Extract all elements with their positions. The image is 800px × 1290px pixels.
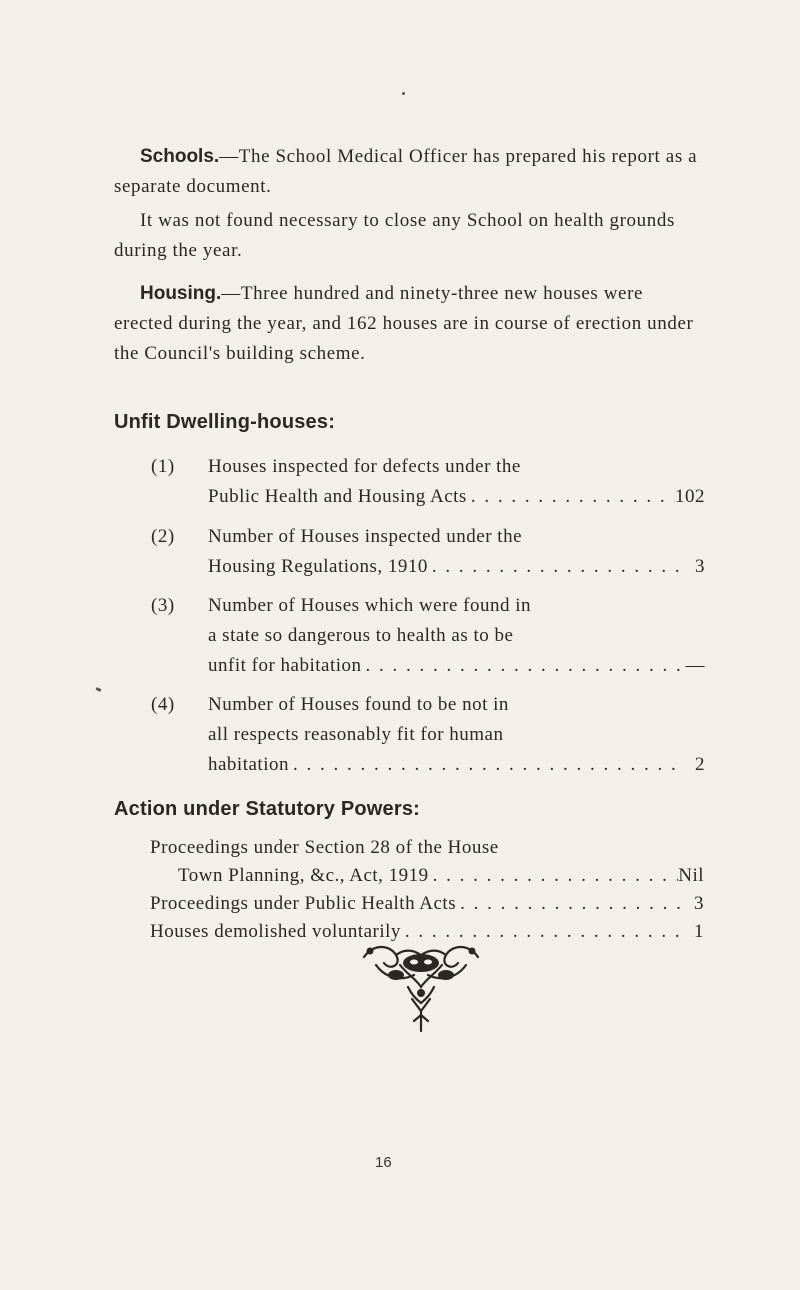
schools-text: —The School Medical Officer has prepared his report as a separate document. (114, 146, 698, 197)
item-text-line: Number of Houses found to be not in (208, 694, 509, 715)
item-text-line: Number of Houses which were found in (208, 595, 531, 616)
page-number: 16 (375, 1154, 392, 1171)
statutory-powers-heading: Action under Statutory Powers: (114, 798, 421, 820)
action-item-2 (150, 890, 704, 918)
housing-text: —Three hundred and ninety-three new houses were erected during the year, and 162 houses are in course of erection under the Council's building scheme. (114, 283, 694, 364)
item-text-line: unfit for habitation (208, 655, 362, 676)
unfit-item-2 (151, 522, 705, 582)
schools-closure-paragraph (114, 206, 700, 266)
item-value: 3 (695, 556, 705, 577)
item-number: (3) (151, 595, 175, 616)
item-value: 1 (694, 921, 704, 942)
item-value: 3 (694, 893, 704, 914)
item-value: Nil (678, 865, 704, 886)
print-speck (402, 92, 405, 95)
item-text-line: Town Planning, &c., Act, 1919 (178, 865, 429, 886)
item-text-line: Houses inspected for defects under the (208, 456, 521, 477)
schools-heading: Schools. (140, 146, 220, 167)
floral-tailpiece-ornament-icon (356, 935, 486, 1035)
item-value: 102 (675, 486, 705, 507)
schools-paragraph (114, 142, 700, 202)
item-text-line: Proceedings under Public Health Acts (150, 893, 457, 914)
statutory-powers-list (150, 834, 704, 946)
item-text-line: all respects reasonably fit for human (208, 724, 504, 745)
item-text-line: habitation (208, 754, 289, 775)
item-value: 2 (695, 754, 705, 775)
item-number: (2) (151, 526, 175, 547)
dot-leader (428, 552, 683, 582)
schools-closure-text: It was not found necessary to close any School on health grounds during the year. (114, 210, 675, 261)
dot-leader (362, 651, 683, 681)
action-item-1 (150, 834, 704, 890)
item-text-line: Housing Regulations, 1910 (208, 556, 428, 577)
item-number: (1) (151, 456, 175, 477)
unfit-item-4 (151, 690, 705, 780)
print-speck (96, 687, 102, 692)
item-text-line: Proceedings under Section 28 of the House (150, 837, 499, 858)
dot-leader (289, 750, 683, 780)
dot-leader (429, 862, 679, 890)
item-value: — (685, 655, 705, 676)
housing-heading: Housing. (140, 283, 222, 304)
item-text-line: Number of Houses inspected under the (208, 526, 523, 547)
unfit-item-1 (151, 452, 705, 512)
dot-leader (456, 890, 682, 918)
unfit-dwellings-heading: Unfit Dwelling-houses: (114, 411, 336, 433)
item-text-line: Houses demolished voluntarily (150, 921, 401, 942)
unfit-item-3 (151, 591, 705, 681)
item-text-line: Public Health and Housing Acts (208, 486, 467, 507)
item-number: (4) (151, 694, 175, 715)
housing-paragraph (114, 279, 700, 369)
item-text-line: a state so dangerous to health as to be (208, 625, 514, 646)
dot-leader (467, 482, 675, 512)
